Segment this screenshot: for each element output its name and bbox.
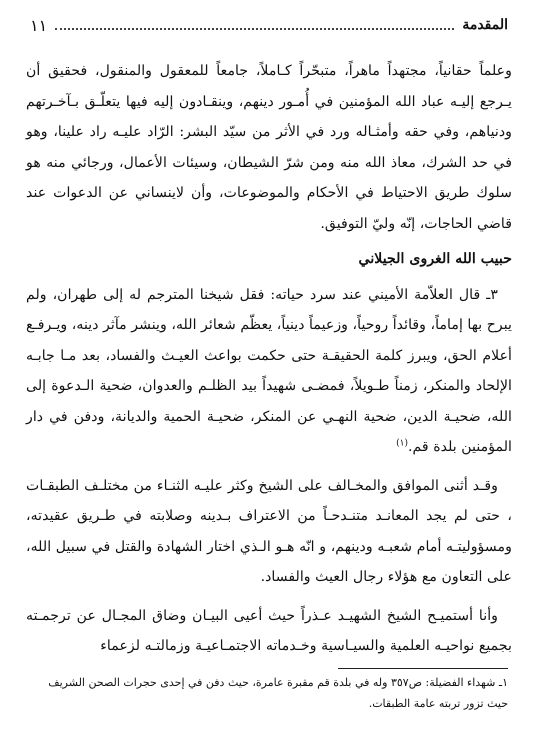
paragraph-2-text: ٣ـ قال العلاّمة الأميني عند سرد حياته: فقل شيخنا المترجم له إلى طهران، ولم يبرح بها إماماً، وقائداً روحياً، وزعيماً دينياً، يعظّم شعائر الله، وينشر مآثر دينه، ويـرفـع أعلام الحق، ويبرز كلمة الحقيقـة حتى حكمت بواعث العيـث والفساد، بعد مـا جابـه الإلحاد والمنكر، زمناً طـويلاً، فمضـى شهيداً بيد الظلـم والعدوان، ضحية الـدعوة إلى الله، ضحيـة الدين، ضحية النهـي عن المنكر، ضحيـة الحمية والديانة، ودفن في دار المؤمنين بلدة قم.	[26, 286, 512, 455]
running-title: المقدمة	[462, 17, 508, 33]
page-number: ١١	[30, 15, 48, 35]
paragraph-1: وعلماً حقانياً، مجتهداً ماهراً، متبحّراً كـاملاً، جامعاً للمعقول والمنقول، فحقيق أن يـرجع إليـه عباد الله المؤمنين في أُمـور دينهم، وينقـادون إليه فيها يتعلّـق بـآخـرتهم ودنياهم، وفي حقه وأمثـاله ورد في الأثر من سيّد البشر: الرّاد عليـه راد علينا، وهو في حد الشرك، معاذ الله منه ومن شرّ الشيطان، وسيئات الأعمال، ورجائي منه هو سلوك طريق الاحتياط في الأحكام والموضوعات، وأن لاينساني عن الدعوات عند قاضي الحاجات، إنّه وليّ التوفيق.	[26, 63, 512, 232]
main-text	[26, 56, 512, 662]
paragraph-2	[26, 280, 512, 463]
running-header	[30, 12, 508, 38]
author-signature: حبيب الله الغروى الجيلاني	[358, 251, 512, 267]
header-dotted-leader	[55, 28, 454, 30]
footnote: ١ـ شهداء الفضيلة: ص٣٥٧ وله في بلدة قم مقبرة عامرة، حيث دفن في إحدى حجرات الصحن الشريف حيث تزور تربته عامة الطبقات.	[48, 676, 508, 710]
footnote-separator	[338, 668, 508, 669]
paragraph-3: وقـد أثنى الموافق والمخـالف على الشيخ وكثر عليـه الثنـاء من مختلـف الطبقـات ، حتى لم يجد المعانـد متنـدحـاً من الاعتراف بـدينه وصلابته في طـريق عقيدته، ومسؤوليتـه أمام شعبـه ودينهم، و انّه هـو الـذي اختار الشهادة والقتل في سبيل الله، على التعاون مع هؤلاء رجال العيث والفساد.	[26, 477, 512, 585]
paragraph-4: وأنا أستميـح الشيخ الشهيـد عـذراً حيث أعيى البيـان وضاق المجـال عن ترجمـته بجميع نواحيـه العلمية والسيـاسية وخـدماته الاجتمـاعيـة وزمالتـه لزعماء	[26, 607, 512, 654]
footnote-reference: (١)	[396, 438, 408, 449]
